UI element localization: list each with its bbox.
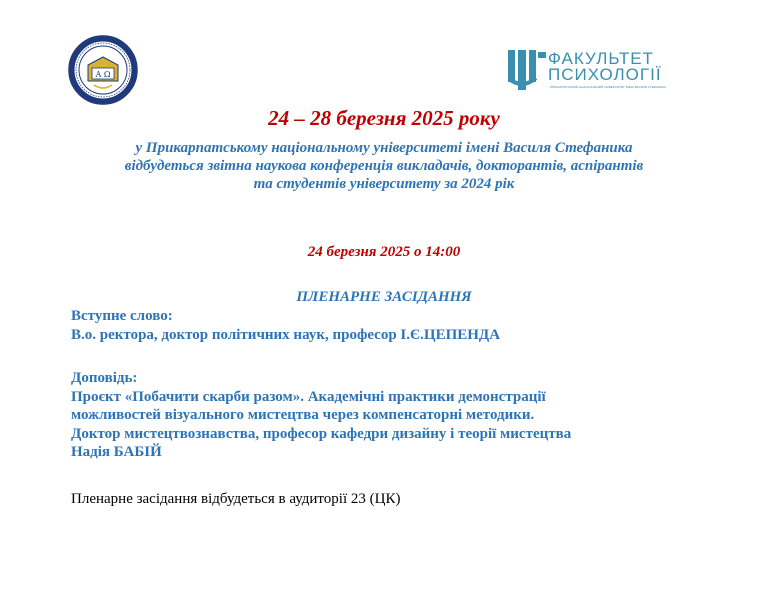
faculty-logo-line2: ПСИХОЛОГІЇ xyxy=(548,65,662,84)
conference-dates: 24 – 28 березня 2025 року xyxy=(268,106,500,130)
report-block xyxy=(71,369,751,462)
psi-icon xyxy=(508,50,546,90)
welcome-label: Вступне слово: xyxy=(71,308,173,324)
report-line: можливостей візуального мистецтва через компенсаторні методики. xyxy=(71,407,535,423)
faculty-logo-line1: ФАКУЛЬТЕТ xyxy=(548,49,654,68)
intro-line: та студентів університету за 2024 рік xyxy=(253,176,515,192)
seal-emblem-icon xyxy=(68,35,138,105)
faculty-of-psychology-logo xyxy=(508,50,688,94)
welcome-speaker: В.о. ректора, доктор політичних наук, професор І.Є.ЦЕПЕНДА xyxy=(71,326,501,343)
session-datetime: 24 березня 2025 о 14:00 xyxy=(307,244,461,260)
report-line: Проєкт «Побачити скарби разом». Академічні практики демонстрації xyxy=(71,388,546,405)
intro-line: відбудеться звітна наукова конференція викладачів, докторантів, аспірантів xyxy=(124,158,644,174)
report-label: Доповідь: xyxy=(71,370,138,386)
report-line: Доктор мистецтвознавства, професор кафедри дизайну і теорії мистецтва xyxy=(71,425,572,442)
faculty-logo-subline: ПРИКАРПАТСЬКИЙ НАЦІОНАЛЬНИЙ УНІВЕРСИТЕТ ІМЕНІ ВАСИЛЯ СТЕФАНИКА xyxy=(550,85,667,89)
venue-note: Пленарне засідання відбудеться в аудиторії 23 (ЦК) xyxy=(71,491,401,507)
university-seal-logo xyxy=(68,35,138,105)
intro-line: у Прикарпатському національному університеті імені Василя Стефаника xyxy=(135,140,633,156)
welcome-speech-block xyxy=(71,307,751,344)
plenary-session-title: ПЛЕНАРНЕ ЗАСІДАННЯ xyxy=(296,289,472,305)
conference-intro xyxy=(0,139,768,193)
seal-letters: A Ω xyxy=(95,70,111,79)
report-line: Надія БАБІЙ xyxy=(71,444,162,460)
